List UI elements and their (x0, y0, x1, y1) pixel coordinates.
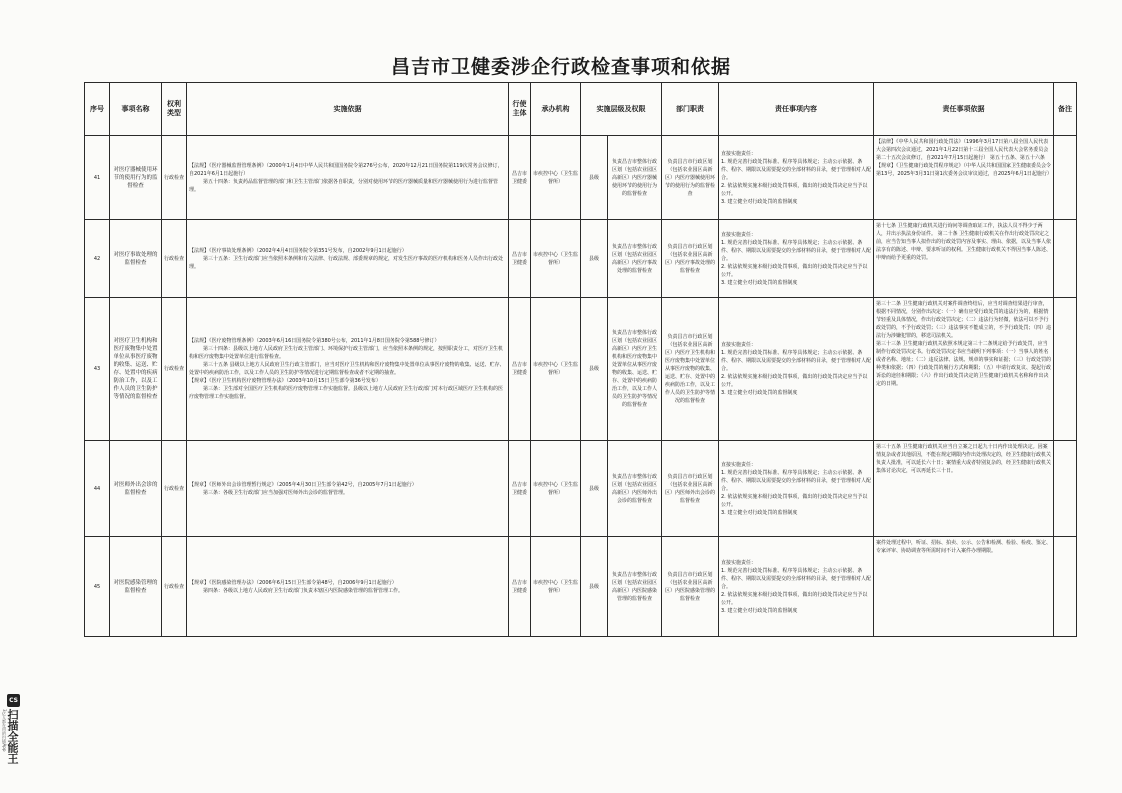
row-seq: 45 (85, 537, 110, 637)
row-resp-basis (874, 537, 1054, 637)
row-level-detail: 负责昌吉市整体行政区划（包括农业园区高新区）内医疗器械使用环节的使用行为的监督检查 (608, 136, 662, 220)
row-item-name: 对医疗卫生机构和医疗废物集中处置单位从事医疗废物的收集、运送、贮存、处置中的疾病防治工作，以及工作人员的卫生防护等情况的监督检查 (110, 298, 162, 441)
resp-item: 2. 依法依规实施本级行政处罚事项，做出的行政处罚决定应当予以公开。 (721, 591, 868, 606)
row-note (1054, 136, 1077, 220)
row-subject: 昌吉市卫健委 (509, 441, 531, 537)
row-basis (187, 298, 509, 441)
resp-lead: 直接实施责任： (721, 150, 757, 157)
resp-item: 1. 规范完善行政处罚标准、程序等具体规定；主动公示依据、条件、程序、期限以及需要提交的全部材料的目录，便于管理相对人配合。 (721, 239, 872, 262)
col-basis: 实施依据 (187, 83, 509, 136)
resp-item: 3. 建立健全对行政处罚的监督制度 (721, 390, 798, 396)
resp-basis-line: 第三十三条 卫生健康行政机关依照本规定第三十二条规定给予行政处罚，应当制作行政处罚决定书。行政处罚决定书应当载明下列事项：（一）当事人的姓名或者名称、地址；（二）违反法律、法规、规章的事实和证据；（三）行政处罚的种类和依据；（四）行政处罚的履行方式和期限；（五）申请行政复议、提起行政诉讼的途径和期限；（六）作出行政处罚决定的卫生健康行政机关名称和作出决定的日期。 (876, 341, 1052, 387)
scanner-brand-name: 扫描全能王 (6, 709, 19, 764)
resp-item: 1. 规范完善行政处罚标准、程序等具体规定；主动公示依据、条件、程序、期限以及需要提交的全部材料的目录，便于管理相对人配合。 (721, 567, 872, 590)
row-resp (719, 537, 874, 637)
row-resp (719, 441, 874, 537)
row-resp (719, 136, 874, 220)
row-seq: 42 (85, 220, 110, 298)
resp-lead: 直接实施责任： (721, 342, 757, 348)
row-level-detail: 负责昌吉市整体行政区划（包括农业园区高新区）内医师外出会诊的监督检查 (608, 441, 662, 537)
basis-line: 【法规】《医疗事故处理条例》（2002年4月4日国务院令第351号发布，自2002年9月1日起施行） (189, 247, 407, 254)
row-subject: 昌吉市卫健委 (509, 136, 531, 220)
col-resp: 责任事项内容 (719, 83, 874, 136)
row-right-type: 行政检查 (162, 298, 187, 441)
row-note (1054, 441, 1077, 537)
row-resp-basis (874, 298, 1054, 441)
col-org: 承办机构 (531, 83, 581, 136)
row-resp-basis (874, 441, 1054, 537)
table-row (85, 220, 1077, 298)
row-duty: 负责昌吉市行政区划（包括农业园区高新区）内医疗器械使用环节的使用行为的监督检查 (662, 136, 719, 220)
resp-item: 2. 依法依规实施本级行政处罚事项，做出的行政处罚决定应当予以公开。 (721, 263, 868, 278)
row-item-name: 对医师外出会诊的监督检查 (110, 441, 162, 537)
row-resp (719, 298, 874, 441)
resp-item: 3. 建立健全对行政处罚的监督制度 (721, 607, 798, 614)
basis-line: 【法规】《医疗器械监督管理条例》（2000年1月4日中华人民共和国国务院令第276号公布，2020年12月21日国务院第119次常务会议修订，自2021年6月1日起施行） (189, 162, 503, 177)
resp-lead: 直接实施责任： (721, 461, 757, 468)
row-right-type: 行政检查 (162, 441, 187, 537)
resp-lead: 直接实施责任： (721, 559, 757, 566)
table-row (85, 136, 1077, 220)
row-right-type: 行政检查 (162, 136, 187, 220)
row-level-detail: 负责昌吉市整体行政区划（包括农业园区高新区）内医疗卫生机构和医疗废物集中处置单位从事医疗废物的收集、运送、贮存、处置中的疾病防治工作，以及工作人员的卫生防护等情况的监督检查 (608, 298, 662, 441)
resp-item: 2. 依法依规实施本级行政处罚事项，做出的行政处罚决定应当予以公开。 (721, 182, 868, 197)
page-title: 昌吉市卫健委涉企行政检查事项和依据 (390, 56, 731, 78)
resp-item: 2. 依法依规实施本级行政处罚事项，做出的行政处罚决定应当予以公开。 (721, 493, 868, 508)
basis-line: 第三十五条 县级以上地方人民政府卫生行政主管部门，应当对医疗卫生机构和医疗废物集中处置单位从事医疗废物的收集、运送、贮存、处置中的疾病防治工作，以及工作人员的卫生防护等情况进行定期监督检查或者不定期的抽查。 (189, 362, 505, 376)
row-basis (187, 136, 509, 220)
resp-item: 3. 建立健全对行政处罚的监督制度 (721, 198, 798, 205)
resp-basis-line: 案件处理过程中，听证、招标、拍卖、公示、公告和检测、检验、检疫、鉴定、专家评审、协助调查等所需时间不计入案件办理期限。 (876, 540, 1052, 554)
basis-line: 【规章】《医院感染管理办法》（2006年6月15日卫生部令第48号，自2006年9月1日起施行） (189, 579, 397, 586)
row-right-type: 行政检查 (162, 220, 187, 298)
col-item: 事项名称 (110, 83, 162, 136)
resp-basis-line: 第三十五条 卫生健康行政机关应当自立案之日起九十日内作出处理决定。因案情复杂或者其他原因，不能在规定期限内作出处理决定的，经卫生健康行政机关负责人批准，可以延长六十日；案情重大或者特别复杂的，经卫生健康行政机关集体讨论决定，可以再延长三十日。 (876, 444, 1052, 474)
row-level: 县级 (581, 136, 608, 220)
row-seq: 43 (85, 298, 110, 441)
row-subject: 昌吉市卫健委 (509, 220, 531, 298)
row-basis (187, 220, 509, 298)
resp-item: 1. 规范完善行政处罚标准、程序等具体规定；主动公示依据、条件、程序、期限以及需要提交的全部材料的目录，便于管理相对人配合。 (721, 469, 872, 492)
row-resp-basis (874, 220, 1054, 298)
row-seq: 41 (85, 136, 110, 220)
col-resp-basis: 责任事项依据 (874, 83, 1054, 136)
resp-basis-line: 第三十二条 卫生健康行政机关对案件调查终结后，应当对调查结果进行审查，根据不同情况，分别作出决定：（一）确有应受行政处罚的违法行为的，根据情节轻重及具体情况，作出行政处罚决定；（二）违法行为轻微，依法可以不予行政处罚的，不予行政处罚；（三）违法事实不能成立的，不予行政处罚；（四）违法行为涉嫌犯罪的，移送司法机关。 (876, 301, 1052, 339)
row-note (1054, 220, 1077, 298)
row-resp-basis (874, 136, 1054, 220)
resp-basis-line: 第十七条 卫生健康行政机关进行询问等调查取证工作，执法人员不得少于两人，并出示执法身份证件。 第二十条 卫生健康行政机关在作出行政处罚决定之前，应当告知当事人拟作出的行政处罚内容及事实、理由、依据，以及当事人依法享有的陈述、申辩、要求听证的权利。卫生健康行政机关不得因当事人陈述、申辩而给予更重的处罚。 (876, 223, 1052, 261)
row-duty: 负责昌吉市行政区划（包括农业园区高新区）内医师外出会诊的监督检查 (662, 441, 719, 537)
resp-lead: 直接实施责任： (721, 231, 757, 238)
row-level: 县级 (581, 441, 608, 537)
col-level: 实施层级及权限 (581, 83, 662, 136)
scanner-logo-icon: CS (7, 694, 20, 707)
resp-item: 1. 规范完善行政处罚标准、程序等具体规定；主动公示依据、条件、程序、期限以及需要提交的全部材料的目录，便于管理相对人配合。 (721, 350, 872, 372)
row-level: 县级 (581, 537, 608, 637)
row-seq: 44 (85, 441, 110, 537)
row-item-name: 对医疗事故处理的监督检查 (110, 220, 162, 298)
header-row (85, 83, 1077, 136)
basis-line: 【规章】《医疗卫生机构医疗废物管理办法》（2003年10月15日卫生部令第36号发布） (189, 378, 381, 384)
resp-item: 3. 建立健全对行政处罚的监督制度 (721, 509, 798, 516)
col-subject: 行使主体 (509, 83, 531, 136)
row-duty: 负责昌吉市行政区划（包括农业园区高新区）内医院感染管理的监督检查 (662, 537, 719, 637)
resp-item: 3. 建立健全对行政处罚的监督制度 (721, 279, 798, 286)
basis-line: 【法规】《医疗废物管理条例》（2003年6月16日国务院令第380号公布，2011年1月8日国务院令第588号修订） (189, 338, 440, 344)
row-note (1054, 298, 1077, 441)
row-right-type: 行政检查 (162, 537, 187, 637)
row-item-name: 对医疗器械使用环节的使用行为的监督检查 (110, 136, 162, 220)
basis-line: 第四条：各级以上地方人民政府卫生行政部门负责本辖区内医院感染管理的监督管理工作。 (203, 587, 404, 594)
row-subject: 昌吉市卫健委 (509, 537, 531, 637)
row-duty: 负责昌吉市行政区划（包括农业园区高新区）内医疗事故处理的监督检查 (662, 220, 719, 298)
row-duty: 负责昌吉市行政区划（包括农业园区高新区）内医疗卫生机构和医疗废物集中处置单位从事医疗废物的收集、运送、贮存、处置中的疾病防治工作，以及工作人员的卫生防护等情况的监督检查 (662, 298, 719, 441)
scanner-watermark (2, 694, 24, 784)
resp-item: 1. 规范完善行政处罚标准、程序等具体规定；主动公示依据、条件、程序、期限以及需要提交的全部材料的目录，便于管理相对人配合。 (721, 158, 872, 181)
table-row (85, 537, 1077, 637)
row-item-name: 对医院感染管理的监督检查 (110, 537, 162, 637)
col-seq: 序号 (85, 83, 110, 136)
row-resp (719, 220, 874, 298)
row-note (1054, 537, 1077, 637)
basis-line: 第五十四条：负责药品监督管理的部门和卫生主管部门依据各自职责，分别对使用环节的医疗器械质量和医疗器械使用行为进行监督管理。 (189, 178, 499, 193)
row-level: 县级 (581, 298, 608, 441)
row-org: 市疾控中心（卫生监督所） (531, 537, 581, 637)
table-row (85, 441, 1077, 537)
row-subject: 昌吉市卫健委 (509, 298, 531, 441)
row-org: 市疾控中心（卫生监督所） (531, 220, 581, 298)
basis-line: 第三十五条：卫生行政部门应当依照本条例和有关法律、行政法规、部委规章的规定，对发生医疗事故的医疗机构和医务人员作出行政处理。 (189, 255, 504, 270)
col-duty: 部门职责 (662, 83, 719, 136)
row-org: 市疾控中心（卫生监督所） (531, 441, 581, 537)
table-row (85, 298, 1077, 441)
row-org: 市疾控中心（卫生监督所） (531, 136, 581, 220)
row-level-detail: 负责昌吉市整体行政区划（包括农业园区高新区）内医疗事故处理的监督检查 (608, 220, 662, 298)
col-right-type: 权利类型 (162, 83, 187, 136)
basis-line: 第三条：卫生部对全国医疗卫生机构的医疗废物管理工作实施监督。县级以上地方人民政府卫生行政部门对本行政区域医疗卫生机构的医疗废物管理工作实施监督。 (189, 386, 504, 400)
row-level: 县级 (581, 220, 608, 298)
resp-basis-line: 【规章】《卫生健康行政处罚程序规定》（中华人民共和国国家卫生健康委员会令第13号，2025年3月31日第1次委务会议审议通过，自2025年6月1日起施行） (876, 163, 1052, 177)
basis-line: 【规章】《医师外出会诊管理暂行规定》（2005年4月30日卫生部令第42号，自2005年7月1日起施行） (189, 481, 417, 488)
scanner-tagline: 3亿人都在用的扫描App (2, 709, 7, 752)
row-level-detail: 负责昌吉市整体行政区划（包括农业园区高新区）内医院感染管理的监督检查 (608, 537, 662, 637)
resp-item: 2. 依法依规实施本级行政处罚事项，做出的行政处罚决定应当予以公开。 (721, 374, 868, 388)
basis-line: 第三条：各级卫生行政部门应当加强对医师外出会诊的监督管理。 (203, 489, 349, 496)
resp-basis-line: 【法律】《中华人民共和国行政处罚法》（1996年3月17日第八届全国人民代表大会第四次会议通过，2021年1月22日第十三届全国人民代表大会常务委员会第二十五次会议修订，自2021年7月15日起施行） 第五十五条、第五十六条 (876, 139, 1049, 161)
row-basis (187, 441, 509, 537)
basis-line: 第三十四条：县级以上地方人民政府卫生行政主管部门、环境保护行政主管部门，应当依照本条例的规定，按照职责分工，对医疗卫生机构和医疗废物集中处置单位进行监督检查。 (189, 346, 504, 360)
col-note: 备注 (1054, 83, 1077, 136)
row-basis (187, 537, 509, 637)
row-org: 市疾控中心（卫生监督所） (531, 298, 581, 441)
inspection-table (84, 82, 1077, 637)
